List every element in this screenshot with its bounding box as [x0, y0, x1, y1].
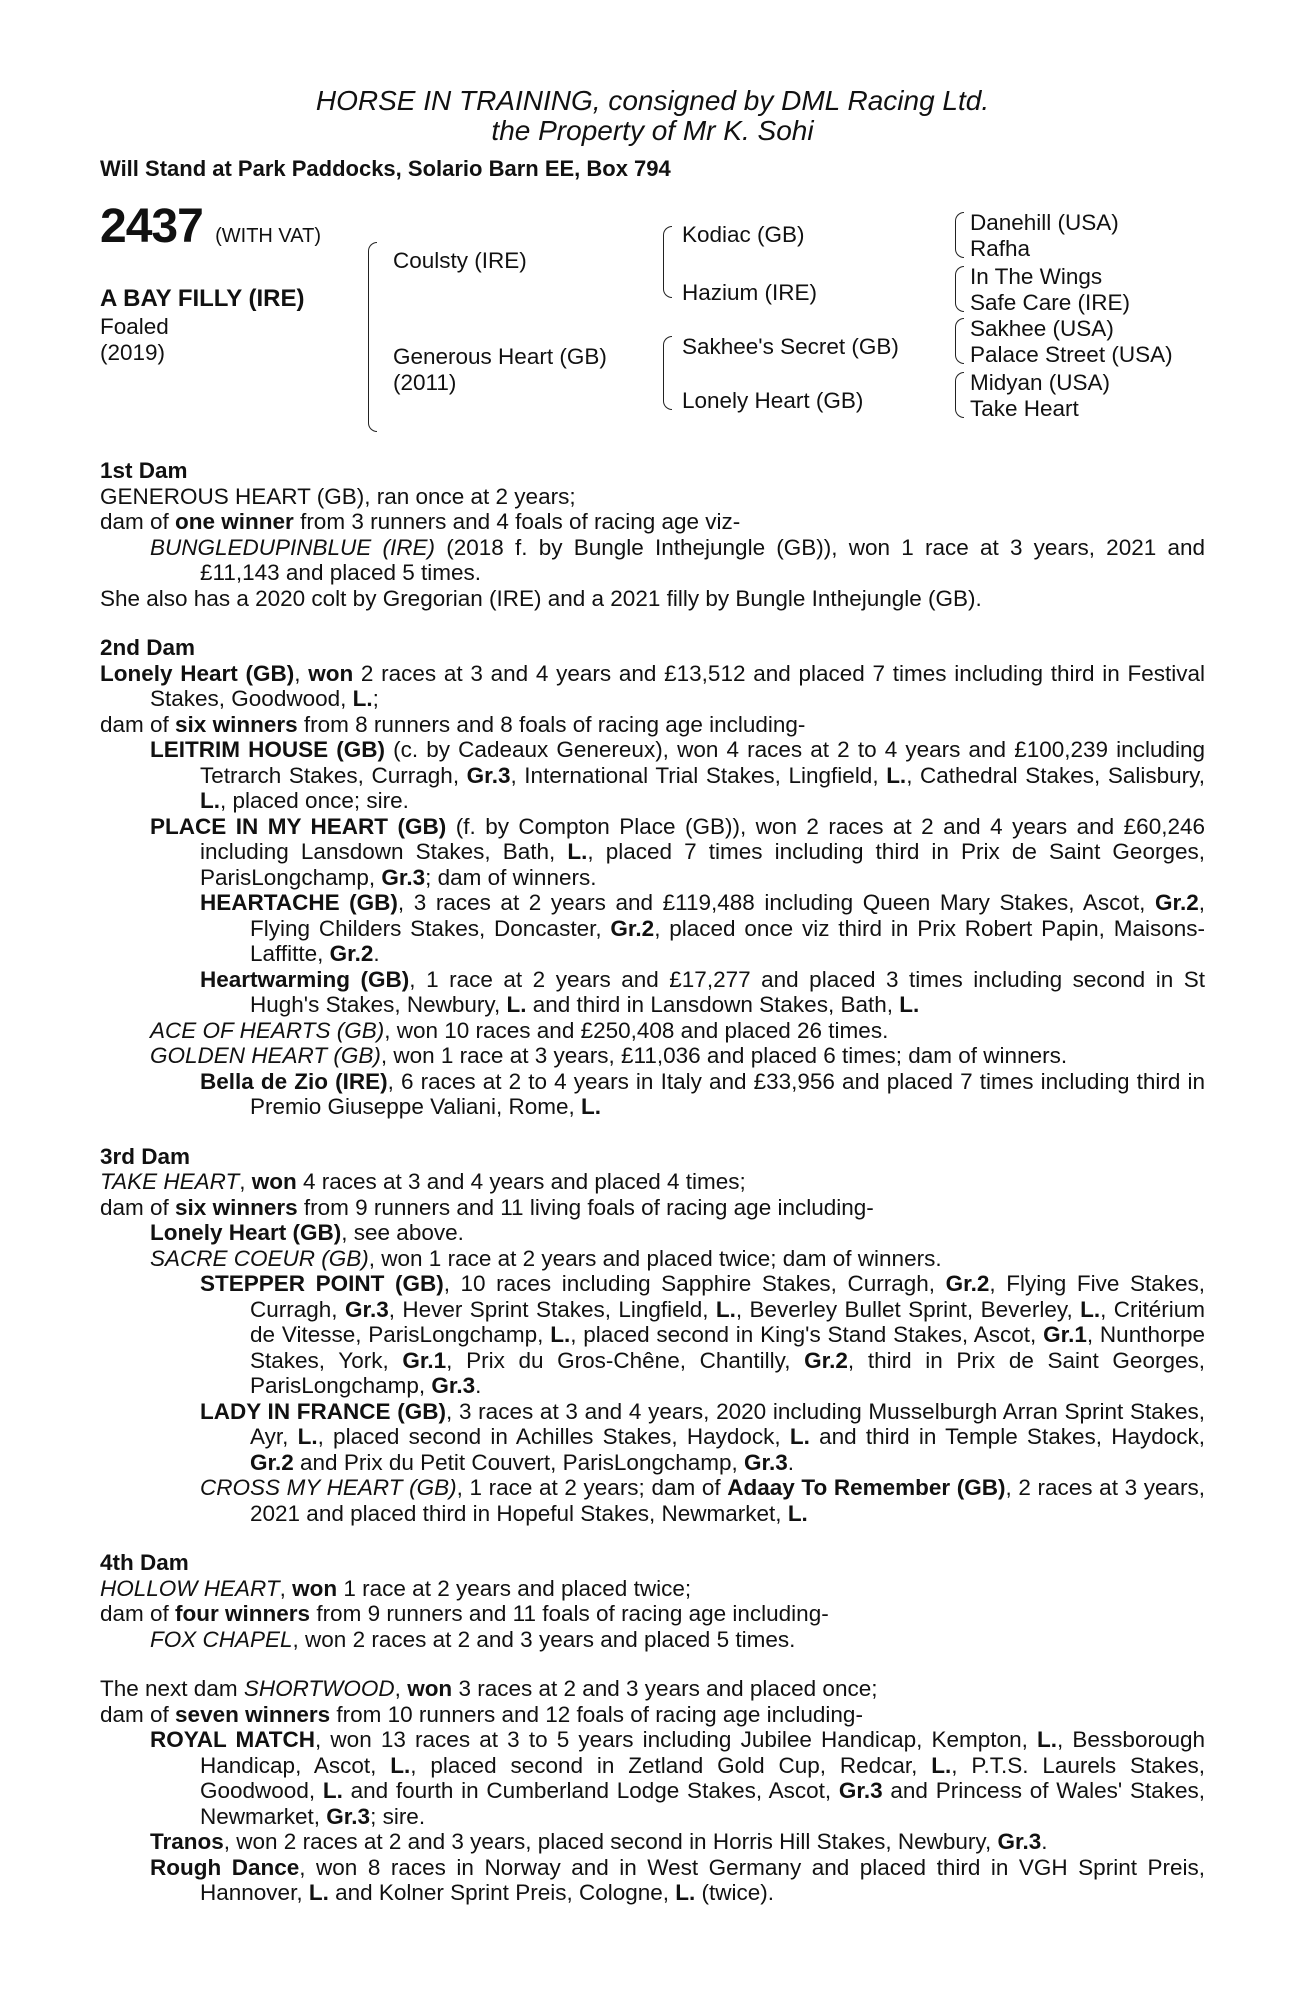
first-dam-section: [100, 458, 1205, 611]
property-line: the Property of Mr K. Sohi: [491, 115, 814, 146]
produce-entry: FOX CHAPEL, won 2 races at 2 and 3 years and placed 5 times.: [150, 1626, 796, 1652]
section-title: 1st Dam: [100, 458, 188, 483]
sire: Coulsty (IRE): [393, 248, 527, 273]
sire-sire-dam: Rafha: [970, 236, 1031, 261]
section-title: 4th Dam: [100, 1550, 189, 1575]
produce-entry: Rough Dance, won 8 races in Norway and in West Germany and placed third in VGH Sprint Preis, Hannover, L. and Kolner Sprint Preis, Cologne, L. (twice).: [150, 1854, 1205, 1905]
sire-dam: Hazium (IRE): [682, 280, 818, 305]
dam: Generous Heart (GB): [393, 344, 607, 369]
dam-summary: The next dam SHORTWOOD, won 3 races at 2 and 3 years and placed once;: [100, 1676, 878, 1701]
sire-dam-dam: Safe Care (IRE): [970, 290, 1131, 315]
dam-produce-summary: dam of six winners from 8 runners and 8 foals of racing age including-: [100, 711, 806, 737]
dam-produce-summary: dam of four winners from 9 runners and 11 foals of racing age including-: [100, 1601, 829, 1626]
brace-sire-parents: [663, 226, 672, 298]
consignor-line: HORSE IN TRAINING, consigned by DML Racing Ltd.: [315, 85, 990, 116]
brace-gen3-1: [955, 212, 964, 258]
produce-entry: LADY IN FRANCE (GB), 3 races at 3 and 4 years, 2020 including Musselburgh Arran Sprint Stakes, Ayr, L., placed second in Achilles Stakes, Haydock, L. and third in Temple Stakes, Haydock, Gr.2 and Prix du Petit Couvert, ParisLongchamp, Gr.3.: [200, 1398, 1205, 1475]
pedigree-table: [100, 200, 1205, 446]
produce-entry: Bella de Zio (IRE), 6 races at 2 to 4 years in Italy and £33,956 and placed 7 times including third in Premio Giuseppe Valiani, Rome, L.: [200, 1068, 1205, 1119]
dam-year: (2011): [393, 370, 457, 395]
third-dam-section: [100, 1144, 1205, 1527]
sire-sire: Kodiac (GB): [682, 222, 805, 247]
produce-entry: HEARTACHE (GB), 3 races at 2 years and £119,488 including Queen Mary Stakes, Ascot, Gr.2, Flying Childers Stakes, Doncaster, Gr.2, placed once viz third in Prix Robert Papin, Maisons-Laffitte, Gr.2.: [200, 890, 1205, 966]
dam-summary: Lonely Heart (GB), won 2 races at 3 and 4 years and £13,512 and placed 7 times including third in Festival Stakes, Goodwood, L.;: [100, 660, 1205, 711]
dam-summary: GENEROUS HEART (GB), ran once at 2 years;: [100, 483, 576, 509]
produce-entry: LEITRIM HOUSE (GB) (c. by Cadeaux Genereux), won 4 races at 2 to 4 years and £100,239 including Tetrarch Stakes, Curragh, Gr.3, International Trial Stakes, Lingfield, L., Cathedral Stakes, Salisbury, L., placed once; sire.: [150, 737, 1205, 813]
fourth-dam-section: [100, 1550, 1205, 1652]
produce-entry: Lonely Heart (GB), see above.: [150, 1220, 464, 1245]
produce-entry: Heartwarming (GB), 1 race at 2 years and £17,277 and placed 3 times including second in St Hugh's Stakes, Newbury, L. and third in Lansdown Stakes, Bath, L.: [200, 966, 1205, 1017]
dam-summary: TAKE HEART, won 4 races at 3 and 4 years and placed 4 times;: [100, 1169, 746, 1194]
produce-entry: ROYAL MATCH, won 13 races at 3 to 5 years including Jubilee Handicap, Kempton, L., Bessborough Handicap, Ascot, L., placed second in Zetland Gold Cup, Redcar, L., P.T.S. Laurels Stakes, Goodwood, L. and fourth in Cumberland Lodge Stakes, Ascot, Gr.3 and Princess of Wales' Stakes, Newmarket, Gr.3; sire.: [150, 1727, 1206, 1829]
dam-sire-sire: Sakhee (USA): [970, 316, 1114, 341]
sire-sire-sire: Danehill (USA): [970, 210, 1119, 235]
brace-gen3-4: [955, 372, 964, 418]
produce-entry: SACRE COEUR (GB), won 1 race at 2 years and placed twice; dam of winners.: [150, 1245, 942, 1271]
catalogue-page: [100, 86, 1205, 1906]
next-dam-section: [100, 1676, 1205, 1906]
produce-entry: BUNGLEDUPINBLUE (IRE) (2018 f. by Bungle Inthejungle (GB)), won 1 race at 3 years, 2021 and £11,143 and placed 5 times.: [150, 534, 1205, 585]
foaled-label: Foaled: [100, 314, 169, 339]
produce-note: She also has a 2020 colt by Gregorian (IRE) and a 2021 filly by Bungle Inthejungle (GB).: [100, 585, 982, 611]
dam-produce-summary: dam of seven winners from 10 runners and 12 foals of racing age including-: [100, 1701, 863, 1727]
second-dam-section: [100, 635, 1205, 1120]
produce-entry: GOLDEN HEART (GB), won 1 race at 3 years, £11,036 and placed 6 times; dam of winners.: [150, 1043, 1068, 1068]
dam-dam-sire: Midyan (USA): [970, 370, 1111, 395]
foaled-year: (2019): [100, 340, 166, 365]
dam-produce-summary: dam of six winners from 9 runners and 11 living foals of racing age including-: [100, 1194, 874, 1220]
produce-entry: PLACE IN MY HEART (GB) (f. by Compton Place (GB)), won 2 races at 2 and 4 years and £60,246 including Lansdown Stakes, Bath, L., placed 7 times including third in Prix de Saint Georges, ParisLongchamp, Gr.3; dam of winners.: [150, 813, 1205, 890]
dam-sire-dam: Palace Street (USA): [970, 342, 1173, 367]
dam-produce-summary: dam of one winner from 3 runners and 4 foals of racing age viz-: [100, 509, 741, 534]
section-title: 3rd Dam: [100, 1143, 191, 1169]
vat-note: (WITH VAT): [215, 225, 322, 247]
section-title: 2nd Dam: [100, 635, 196, 660]
sire-dam-sire: In The Wings: [970, 264, 1103, 289]
brace-sire-dam: [368, 242, 377, 432]
produce-entry: CROSS MY HEART (GB), 1 race at 2 years; dam of Adaay To Remember (GB), 2 races at 3 years, 2021 and placed third in Hopeful Stakes, Newmarket, L.: [200, 1475, 1205, 1526]
produce-entry: ACE OF HEARTS (GB), won 10 races and £250,408 and placed 26 times.: [150, 1017, 889, 1043]
dam-sire: Sakhee's Secret (GB): [682, 334, 899, 359]
brace-dam-parents: [663, 336, 672, 410]
brace-gen3-3: [955, 318, 964, 364]
produce-entry: STEPPER POINT (GB), 10 races including Sapphire Stakes, Curragh, Gr.2, Flying Five Stakes, Curragh, Gr.3, Hever Sprint Stakes, Lingfield, L., Beverley Bullet Sprint, Beverley, L., Critérium de Vitesse, ParisLongchamp, L., placed second in King's Stand Stakes, Ascot, Gr.1, Nunthorpe Stakes, York, Gr.1, Prix du Gros-Chêne, Chantilly, Gr.2, third in Prix de Saint Georges, ParisLongchamp, Gr.3.: [200, 1271, 1206, 1398]
stand-location: Will Stand at Park Paddocks, Solario Barn EE, Box 794: [100, 156, 671, 181]
produce-entry: Tranos, won 2 races at 2 and 3 years, placed second in Horris Hill Stakes, Newbury, Gr.3.: [150, 1829, 1048, 1854]
dam-summary: HOLLOW HEART, won 1 race at 2 years and placed twice;: [100, 1575, 692, 1601]
dam-dam: Lonely Heart (GB): [682, 388, 864, 413]
dam-dam-dam: Take Heart: [970, 396, 1079, 421]
lot-name: A BAY FILLY (IRE): [100, 285, 305, 312]
lot-number: 2437 (WITH VAT): [100, 200, 322, 253]
brace-gen3-2: [955, 266, 964, 312]
consignor-header: [100, 86, 1205, 146]
